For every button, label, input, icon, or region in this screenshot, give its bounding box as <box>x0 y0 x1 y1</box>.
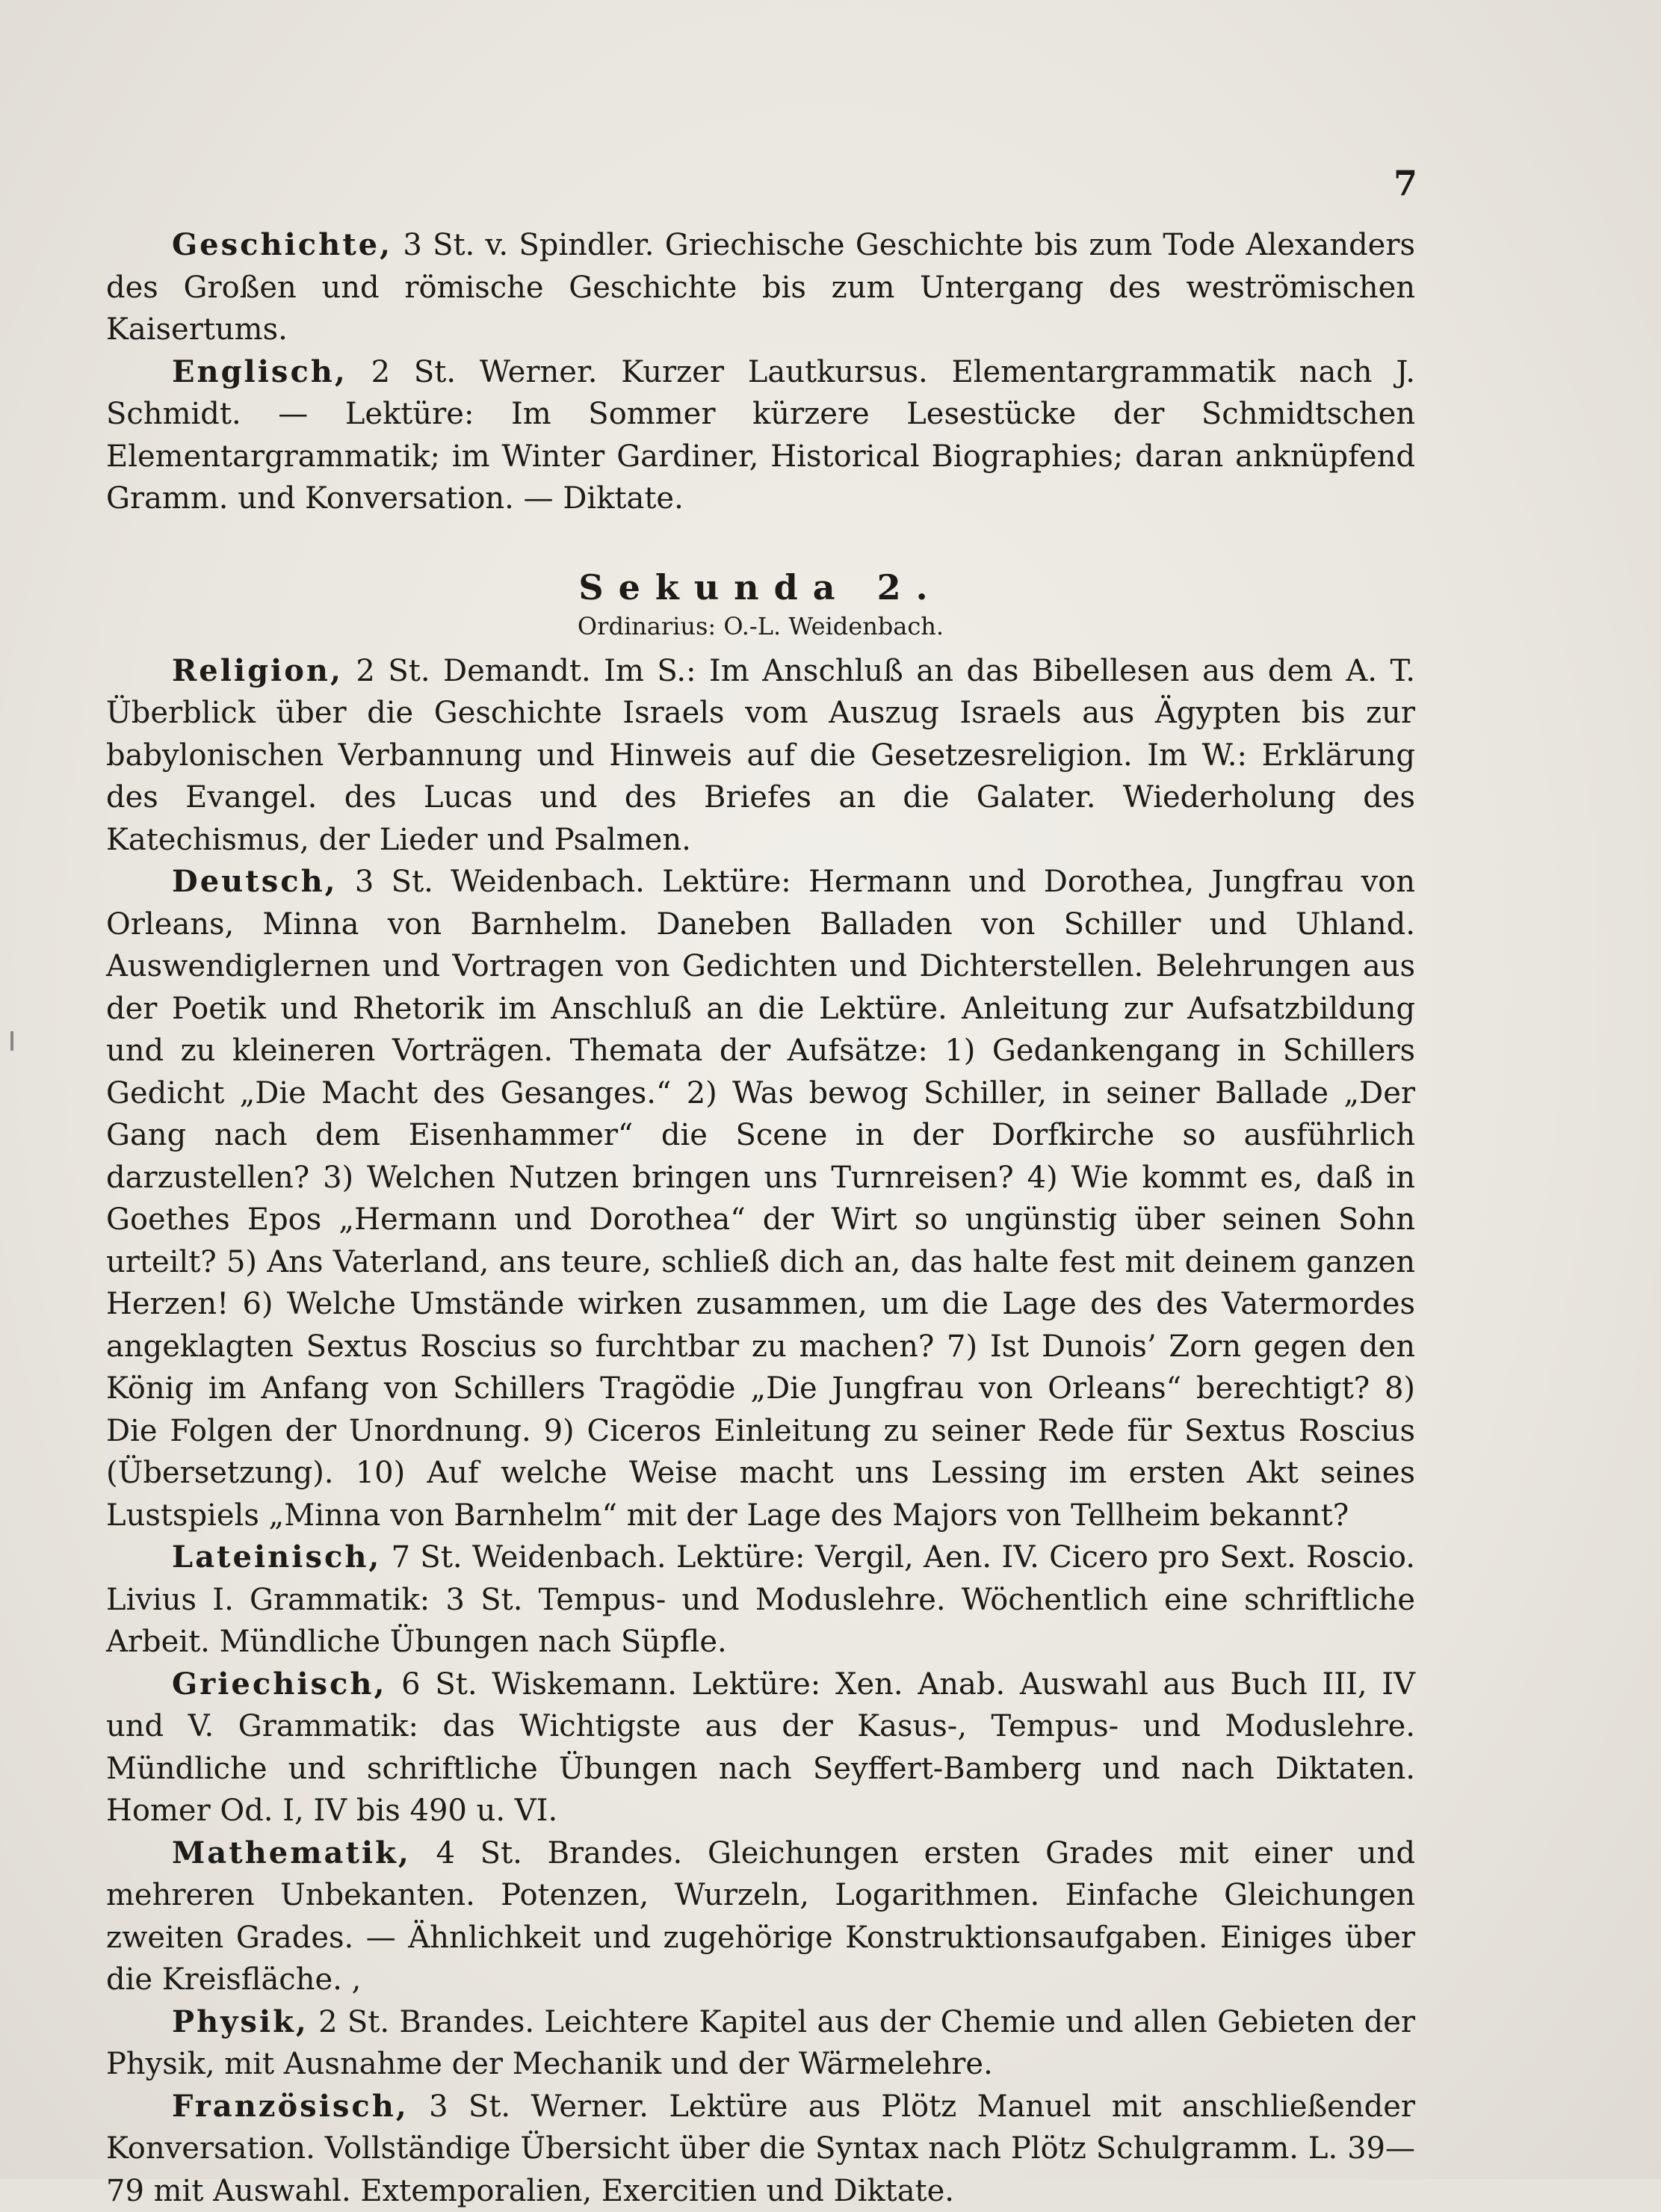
entry-text: 3 St. v. Spindler. Griechische Geschichte bis zum Tode Alexanders des Großen und römische Geschichte bis zum Untergang des weströmischen Kaisertums. <box>106 228 1415 347</box>
entry-englisch <box>106 351 1415 520</box>
entry-text: 6 St. Wiskemann. Lektüre: Xen. Anab. Auswahl aus Buch III, IV und V. Grammatik: das Wichtigste aus der Kasus-, Tempus- und Moduslehre. Mündliche und schriftliche Übungen nach Seyffert-Bamberg und nach Diktaten. Homer Od. I, IV bis 490 u. VI. <box>106 1667 1415 1829</box>
entry-griechisch <box>106 1663 1415 1832</box>
entry-subject: Lateinisch, <box>172 1539 381 1575</box>
entry-franzoesisch <box>106 2086 1415 2212</box>
entry-religion <box>106 650 1415 862</box>
entry-subject: Geschichte, <box>172 227 392 262</box>
entry-subject: Mathematik, <box>172 1835 411 1870</box>
section-ordinarius: Ordinarius: O.-L. Weidenbach. <box>106 610 1415 643</box>
entry-mathematik <box>106 1832 1415 2001</box>
intro-entries <box>106 224 1415 520</box>
entry-text: 2 St. Werner. Kurzer Lautkursus. Elementargrammatik nach J. Schmidt. — Lektüre: Im Sommer kürzere Lesestücke der Schmidtschen Elementargrammatik; im Winter Gardiner, Historical Biographies; daran anknüpfend Gramm. und Konversation. — Diktate. <box>106 355 1415 516</box>
margin-mark <box>10 1031 13 1051</box>
entry-text: 2 St. Brandes. Leichtere Kapitel aus der Chemie und allen Gebieten der Physik, mit Ausnahme der Mechanik und der Wärmelehre. <box>106 2005 1415 2082</box>
entry-text: 4 St. Brandes. Gleichungen ersten Grades mit einer und mehreren Unbekanten. Potenzen, Wurzeln, Logarithmen. Einfache Gleichungen zweiten Grades. — Ähnlichkeit und zugehörige Konstruktionsaufgaben. Einiges über die Kreisfläche. , <box>106 1836 1415 1998</box>
entry-subject: Physik, <box>172 2004 309 2039</box>
page-number: 7 <box>1394 166 1417 200</box>
section-title: Sekunda 2. <box>106 565 1415 610</box>
entry-lateinisch <box>106 1536 1415 1663</box>
entry-text: 3 St. Werner. Lektüre aus Plötz Manuel mit anschließender Konversation. Vollständige Übersicht über die Syntax nach Plötz Schulgramm. L. 39—79 mit Auswahl. Extemporalien, Exercitien und Diktate. <box>106 2089 1415 2208</box>
entry-subject: Französisch, <box>172 2089 409 2124</box>
entry-geschichte <box>106 224 1415 351</box>
entry-subject: Griechisch, <box>172 1666 386 1702</box>
section-entries <box>106 650 1415 2212</box>
entry-physik <box>106 2001 1415 2086</box>
entry-text: 2 St. Demandt. Im S.: Im Anschluß an das Bibellesen aus dem A. T. Überblick über die Geschichte Israels vom Auszug Israels aus Ägypten bis zur babylonischen Verbannung und Hinweis auf die Gesetzesreligion. Im W.: Erklärung des Evangel. des Lucas und des Briefes an die Galater. Wiederholung des Katechismus, der Lieder und Psalmen. <box>106 654 1415 857</box>
entry-text: 7 St. Weidenbach. Lektüre: Vergil, Aen. IV. Cicero pro Sext. Roscio. Livius I. Grammatik: 3 St. Tempus- und Moduslehre. Wöchentlich eine schriftliche Arbeit. Mündliche Übungen nach Süpfle. <box>106 1540 1415 1659</box>
entry-subject: Deutsch, <box>172 864 338 899</box>
entry-text: 3 St. Weidenbach. Lektüre: Hermann und Dorothea, Jungfrau von Orleans, Minna von Barnhelm. Daneben Balladen von Schiller und Uhland. Auswendiglernen und Vortragen von Gedichten und Dichterstellen. Belehrungen aus der Poetik und Rhetorik im Anschluß an die Lektüre. Anleitung zur Aufsatzbildung und zu kleineren Vorträgen. Themata der Aufsätze: 1) Gedankengang in Schillers Gedicht „Die Macht des Gesanges.“ 2) Was bewog Schiller, in seiner Ballade „Der Gang nach dem Eisenhammer“ die Scene in der Dorfkirche so ausführlich darzustellen? 3) Welchen Nutzen bringen uns Turnreisen? 4) Wie kommt es, daß in Goethes Epos „Hermann und Dorothea“ der Wirt so ungünstig über seinen Sohn urteilt? 5) Ans Vaterland, ans teure, schließ dich an, das halte fest mit deinem ganzen Herzen! 6) Welche Umstände wirken zusammen, um die Lage des des Vatermordes angeklagten Sextus Roscius so furchtbar zu machen? 7) Ist Dunois’ Zorn gegen den König im Anfang von Schillers Tragödie „Die Jungfrau von Orleans“ berechtigt? 8) Die Folgen der Unordnung. 9) Ciceros Einleitung zu seiner Rede für Sextus Roscius (Übersetzung). 10) Auf welche Weise macht uns Lessing im ersten Akt seines Lustspiels „Minna von Barnhelm“ mit der Lage des Majors von Tellheim bekannt? <box>106 865 1415 1533</box>
entry-subject: Englisch, <box>172 354 347 389</box>
entry-deutsch <box>106 861 1415 1536</box>
entry-subject: Religion, <box>172 653 343 688</box>
page-body <box>106 224 1415 2212</box>
